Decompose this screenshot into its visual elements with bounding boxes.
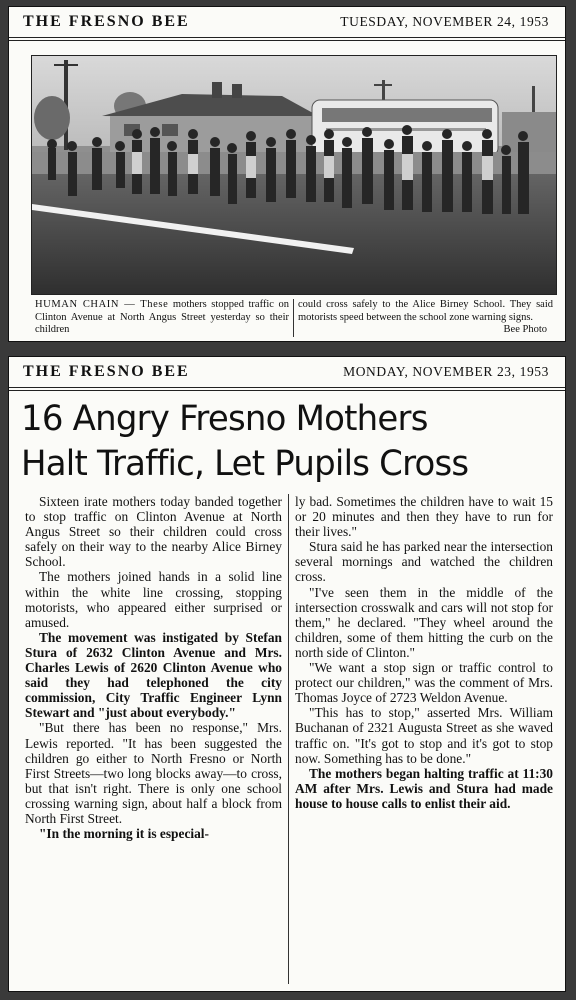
masthead-rule: [9, 390, 565, 391]
paragraph: "In the morning it is especial-: [39, 826, 209, 842]
bottom-clipping: [8, 356, 566, 992]
masthead-bottom: [9, 357, 565, 387]
paragraph: "But there has been no response," Mrs. Lewis reported. "It has been suggested the children go either to North Fresno or North First Streets—two long blocks away—to cross, but that isn't right. There is only one school crossing warning sign, about half a block from North First Street.: [25, 720, 282, 826]
masthead-rule: [9, 387, 565, 388]
paragraph: Sixteen irate mothers today banded together to stop traffic on Clinton Avenue at North Angus Street so their children could cross safely on their way to the nearby Alice Birney School.: [25, 494, 282, 570]
paragraph: Stura said he has parked near the intersection several mornings and watched the children cross.: [295, 539, 553, 585]
article-column-right: [289, 494, 553, 984]
issue-date: TUESDAY, NOVEMBER 24, 1953: [340, 14, 549, 29]
paragraph: The mothers joined hands in a solid line within the white line crossing, stopping motorists, who appeared either surprised or amused.: [25, 569, 282, 630]
photo-credit: Bee Photo: [503, 324, 547, 335]
issue-date: MONDAY, NOVEMBER 23, 1953: [343, 364, 549, 379]
photo-illustration: [32, 56, 557, 295]
masthead-top: [9, 7, 565, 37]
paper-name: THE FRESNO BEE: [23, 13, 190, 30]
paper-name: THE FRESNO BEE: [23, 363, 190, 380]
human-chain-photo: [31, 55, 557, 295]
paragraph: "This has to stop," asserted Mrs. William Buchanan of 2321 Augusta Street as she waved traffic on. "It's got to stop and it's got to stop now. Something has to be done.": [295, 705, 553, 766]
headline-line-1: 16 Angry Fresno Mothers: [21, 399, 428, 439]
caption-lead: HUMAN CHAIN — These: [35, 299, 169, 310]
article-body: [25, 494, 553, 984]
headline: [21, 397, 541, 487]
caption-right: [294, 299, 557, 337]
article-column-left: [25, 494, 289, 984]
paragraph: ly bad. Sometimes the children have to wait 15 or 20 minutes and then they have to run for their lives.": [295, 494, 553, 540]
caption-left: [31, 299, 294, 337]
paragraph: "I've seen them in the middle of the intersection crosswalk and cars will not stop for them," he declared. "They wheel around the children, some of them hitting the curb on the north side of Clinton.": [295, 584, 553, 660]
caption-left-text: mothers stopped traffic on Clinton Avenue at North Angus Street yesterday so their children: [35, 299, 290, 335]
masthead-rule: [9, 40, 565, 41]
masthead-rule: [9, 37, 565, 38]
top-clipping: [8, 6, 566, 342]
paragraph: "We want a stop sign or traffic control to protect our children," was the comment of Mrs. Thomas Joyce of 2723 Weldon Avenue.: [295, 660, 553, 706]
paragraph: The movement was instigated by Stefan Stura of 2632 Clinton Avenue and Mrs. Charles Lewis of 2620 Clinton Avenue who said they had telephoned the city commission, City Traffic Engineer Lynn Stewart and "just about everybody.": [25, 629, 282, 721]
caption-right-text: could cross safely to the Alice Birney School. They said motorists speed between the school zone warning signs.: [298, 299, 553, 323]
photo-caption: [31, 299, 557, 337]
headline-line-2: Halt Traffic, Let Pupils Cross: [21, 444, 469, 484]
paragraph: The mothers began halting traffic at 11:30 AM after Mrs. Lewis and Stura had made house to house calls to enlist their aid.: [295, 765, 553, 811]
